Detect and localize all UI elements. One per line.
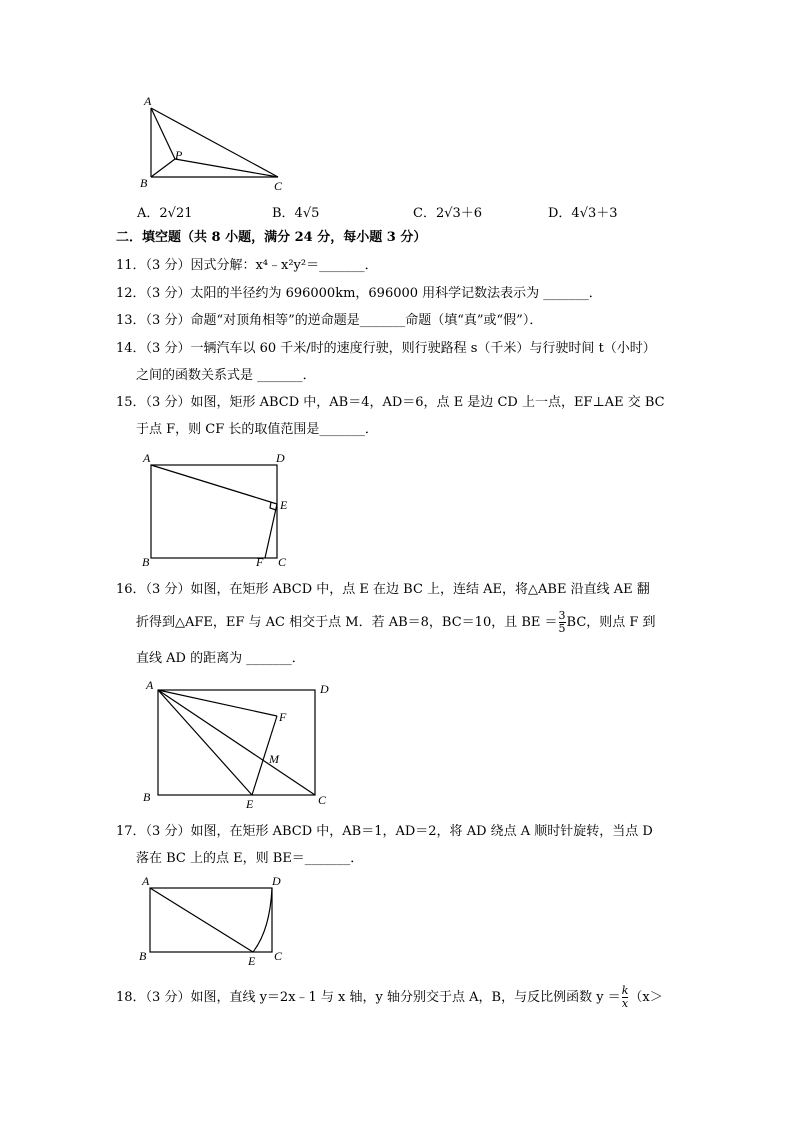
label-B: B — [142, 555, 150, 569]
question-12: 12．（3 分）太阳的半径约为 696000km，696000 用科学记数法表示为 _______． — [116, 286, 602, 301]
label-A: A — [143, 451, 151, 465]
label-A: A — [146, 678, 154, 692]
option-c: C．2√3＋6 — [413, 206, 483, 221]
q18-text-a: 18．（3 分）如图，直线 y＝2x﹣1 与 x 轴，y 轴分别交于点 A，B，与反比例函数 y ＝ — [116, 990, 621, 1005]
option-d: D．4√3＋3 — [548, 206, 618, 221]
label-D: D — [276, 451, 285, 465]
label-D: D — [272, 874, 281, 888]
label-M: M — [269, 752, 279, 766]
q16-text-a: 折得到△AFE，EF 与 AC 相交于点 M．若 AB＝8，BC＝10，且 BE ＝ — [136, 615, 558, 630]
fraction-numerator: k — [621, 984, 629, 997]
label-E: E — [280, 498, 288, 512]
question-16-line1: 16．（3 分）如图，在矩形 ABCD 中，点 E 在边 BC 上，连结 AE，将△ABE 沿直线 AE 翻 — [116, 582, 650, 597]
label-F: F — [279, 710, 287, 724]
section-heading: 二．填空题（共 8 小题，满分 24 分，每小题 3 分） — [116, 230, 427, 245]
label-A: A — [144, 94, 152, 108]
question-14-line2: 之间的函数关系式是 _______． — [136, 368, 316, 383]
fraction-k-x — [622, 985, 629, 1010]
q15-figure — [138, 448, 298, 572]
q16-text-b: BC，则点 F 到 — [566, 615, 656, 630]
q16-figure — [140, 676, 340, 812]
question-18-line1 — [116, 985, 663, 1010]
label-C: C — [278, 555, 287, 569]
q10-figure — [135, 92, 295, 194]
question-11: 11．（3 分）因式分解：x⁴﹣x²y²＝_______． — [116, 258, 378, 273]
fraction-denominator: x — [621, 997, 629, 1010]
q17-figure — [136, 872, 296, 972]
label-C: C — [274, 949, 283, 963]
option-a: A．2√21 — [137, 206, 193, 221]
question-17-line2: 落在 BC 上的点 E，则 BE＝_______． — [136, 851, 364, 866]
label-E: E — [248, 954, 256, 968]
label-F: F — [256, 555, 264, 569]
label-C: C — [274, 179, 283, 193]
label-B: B — [143, 790, 151, 804]
q18-text-b: （x＞ — [629, 990, 663, 1005]
option-b: B．4√5 — [272, 206, 320, 221]
fraction-numerator: 3 — [558, 609, 566, 622]
label-D: D — [320, 682, 329, 696]
label-B: B — [140, 176, 148, 190]
question-15-line2: 于点 F，则 CF 长的取值范围是_______． — [136, 422, 378, 437]
question-16-line2 — [136, 610, 656, 635]
question-17-line1: 17．（3 分）如图，在矩形 ABCD 中，AB＝1，AD＝2，将 AD 绕点 A 顺时针旋转，当点 D — [116, 824, 653, 839]
question-16-line3: 直线 AD 的距离为 _______． — [136, 651, 305, 666]
label-A: A — [142, 874, 150, 888]
label-B: B — [139, 949, 147, 963]
label-C: C — [318, 793, 327, 807]
label-P: P — [175, 148, 183, 162]
fraction-3-5 — [559, 610, 566, 635]
label-E: E — [246, 797, 254, 811]
question-14-line1: 14．（3 分）一辆汽车以 60 千米/时的速度行驶，则行驶路程 s（千米）与行驶时间 t（小时） — [116, 341, 656, 356]
fraction-denominator: 5 — [558, 622, 566, 635]
question-15-line1: 15．（3 分）如图，矩形 ABCD 中，AB＝4，AD＝6，点 E 是边 CD 上一点，EF⊥AE 交 BC — [116, 395, 665, 410]
question-13: 13．（3 分）命题“对顶角相等”的逆命题是_______命题（填“真”或“假”）． — [116, 313, 543, 328]
